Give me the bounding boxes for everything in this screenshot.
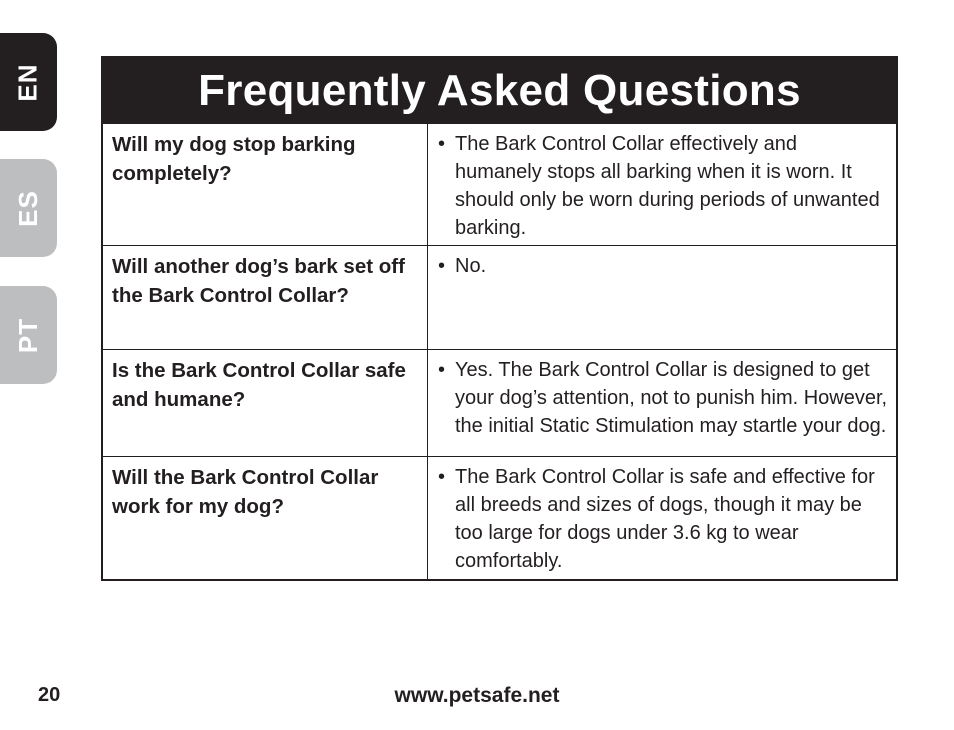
page-number: 20 [38, 684, 61, 706]
faq-row [103, 245, 896, 349]
faq-answer: The Bark Control Collar is safe and effective for all breeds and sizes of dogs, though it may be too large for dogs under 3.6 kg to wear comfortably. [455, 466, 875, 572]
language-tab-en[interactable] [0, 33, 57, 131]
faq-answer: No. [455, 255, 487, 277]
bullet: • [438, 133, 446, 155]
faq-answer-cell [428, 350, 896, 456]
faq-answer-cell [428, 457, 896, 579]
faq-question: Is the Bark Control Collar safe and humane? [103, 350, 428, 456]
faq-answer-cell [428, 124, 896, 245]
bullet: • [438, 255, 446, 277]
language-tab-pt[interactable] [0, 286, 57, 384]
language-tab-label: EN [13, 62, 43, 102]
bullet: • [438, 466, 446, 488]
faq-question: Will the Bark Control Collar work for my dog? [103, 457, 428, 579]
language-tab-es[interactable] [0, 159, 57, 257]
faq-answer: Yes. The Bark Control Collar is designed to get your dog’s attention, not to punish him. However, the initial Static Stimulation may startle your dog. [455, 359, 888, 437]
bullet: • [438, 359, 446, 381]
faq-row [103, 349, 896, 456]
website-link[interactable]: www.petsafe.net [394, 684, 560, 707]
faq-question: Will my dog stop barking completely? [103, 124, 428, 245]
faq-row [103, 456, 896, 579]
language-tab-label: PT [12, 317, 43, 353]
faq-table [101, 56, 898, 581]
language-tab-label: ES [13, 189, 43, 227]
faq-answer: The Bark Control Collar effectively and humanely stops all barking when it is worn. It should only be worn during periods of unwanted barking. [455, 133, 880, 239]
faq-row [103, 123, 896, 245]
faq-title: Frequently Asked Questions [103, 58, 896, 123]
faq-answer-cell [428, 246, 896, 349]
faq-question: Will another dog’s bark set off the Bark Control Collar? [103, 246, 428, 349]
